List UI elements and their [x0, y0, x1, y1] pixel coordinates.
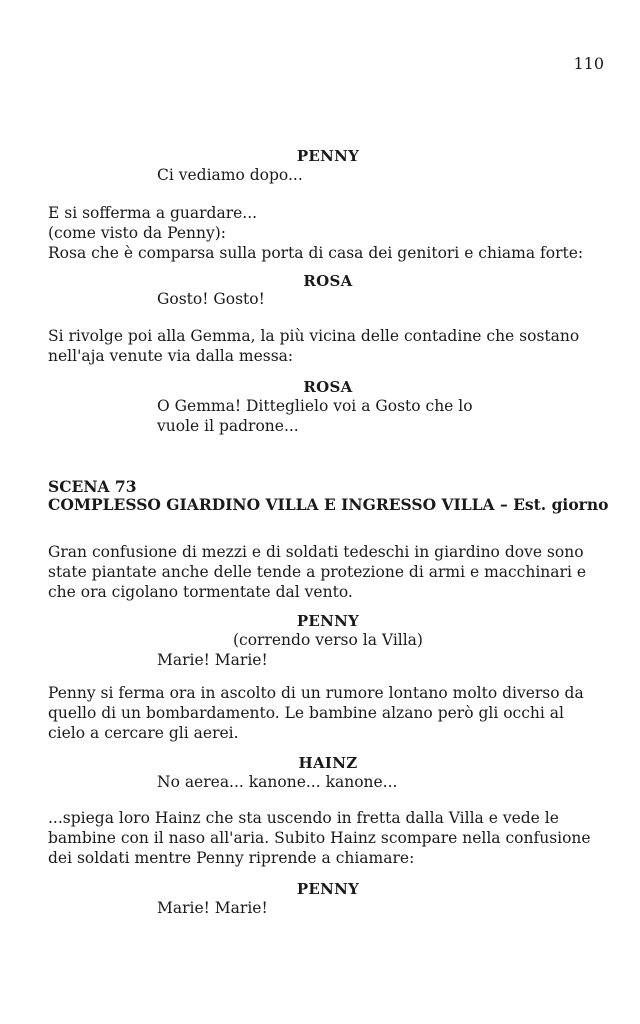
dialogue: Marie! Marie!	[157, 651, 268, 669]
dialogue: Ci vediamo dopo...	[157, 166, 303, 184]
character-name: ROSA	[303, 272, 353, 290]
parenthetical: (correndo verso la Villa)	[233, 631, 423, 649]
dialogue: O Gemma! Ditteglielo voi a Gosto che lo vuole il padrone...	[157, 397, 473, 435]
dialogue: No aerea... kanone... kanone...	[157, 773, 398, 791]
character-name: ROSA	[303, 378, 353, 396]
scene-number: SCENA 73	[48, 477, 137, 496]
character-name: PENNY	[296, 880, 360, 898]
dialogue: Marie! Marie!	[157, 899, 268, 917]
dialogue: Gosto! Gosto!	[157, 290, 265, 308]
character-name: PENNY	[296, 612, 360, 630]
character-name: HAINZ	[298, 754, 358, 772]
action-text: E si sofferma a guardare... (come visto da Penny): Rosa che è comparsa sulla porta di casa dei genitori e chiama forte:	[48, 204, 584, 262]
action-text: Si rivolge poi alla Gemma, la più vicina delle contadine che sostano nell'aja venute via dalla messa:	[48, 327, 580, 365]
scene-heading: COMPLESSO GIARDINO VILLA E INGRESSO VILLA – Est. giorno	[48, 495, 609, 514]
character-name: PENNY	[296, 147, 360, 165]
action-text: Penny si ferma ora in ascolto di un rumore lontano molto diverso da quello di un bombardamento. Le bambine alzano però gli occhi al cielo a cercare gli aerei.	[48, 684, 584, 742]
action-text: ...spiega loro Hainz che sta uscendo in fretta dalla Villa e vede le bambine con il naso all'aria. Subito Hainz scompare nella confusione dei soldati mentre Penny riprende a chiamare:	[48, 809, 591, 867]
action-text: Gran confusione di mezzi e di soldati tedeschi in giardino dove sono state piantate anche delle tende a protezione di armi e macchinari e che ora cigolano tormentate dal vento.	[48, 543, 586, 601]
page-number: 110	[573, 54, 604, 73]
